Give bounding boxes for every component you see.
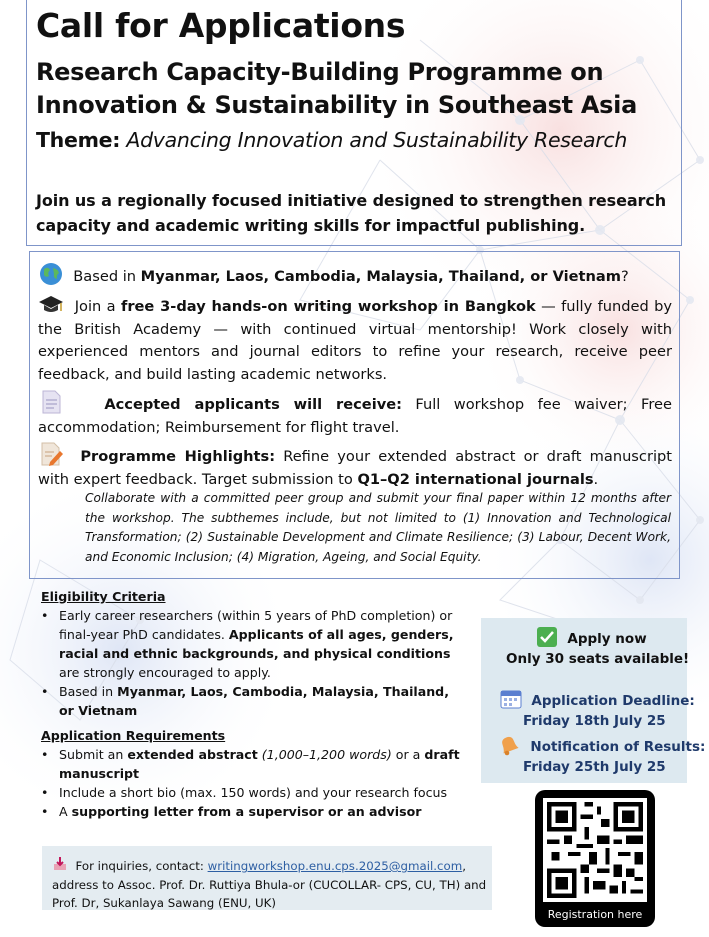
contact-email-link[interactable]: writingworkshop.enu.cps.2025@gmail.com — [207, 859, 463, 873]
theme-text: Advancing Innovation and Sustainability Research — [126, 128, 628, 152]
globe-icon — [38, 262, 64, 286]
workshop-paragraph — [38, 294, 672, 386]
eligibility-item-2-text: Based in — [59, 684, 118, 699]
requirements-item-1-italic: (1,000–1,200 words) — [257, 747, 392, 762]
bell-icon — [497, 734, 521, 756]
notification-label-line — [497, 734, 705, 756]
checkmark-icon — [536, 626, 558, 648]
based-in-countries: Myanmar, Laos, Cambodia, Malaysia, Thailand, or Vietnam — [140, 268, 621, 285]
edit-document-icon — [38, 442, 64, 466]
notification-label: Notification of Results: — [530, 739, 706, 755]
deadline-date: Friday 18th July 25 — [523, 713, 666, 729]
apply-now[interactable] — [536, 626, 647, 648]
graduation-cap-icon — [38, 294, 64, 316]
requirements-title: Application Requirements — [41, 728, 226, 743]
notification-date: Friday 25th July 25 — [523, 759, 666, 775]
accepted-text: Full workshop fee waiver; Free accommodation; Reimbursement for flight travel. — [38, 396, 672, 436]
requirements-item — [41, 783, 471, 802]
programme-title-line-2: Innovation & Sustainability in Southeast Asia — [36, 91, 637, 119]
requirements-item-2-text: Include a short bio (max. 150 words) and your research focus — [59, 785, 448, 800]
contact-prefix: For inquiries, contact: — [75, 859, 208, 873]
qr-label: Registration here — [547, 908, 643, 921]
eligibility-item-2-bold: Myanmar, Laos, Cambodia, Malaysia, Thailand, or Vietnam — [59, 684, 449, 718]
apply-now-label: Apply now — [567, 631, 647, 647]
deadline-label-line — [500, 689, 695, 709]
eligibility-item-1-bold: Applicants of all ages, genders, racial and ethnic backgrounds, and physical conditions — [59, 627, 454, 661]
qr-code-icon — [543, 798, 647, 902]
deadline-label: Application Deadline: — [531, 693, 695, 709]
registration-qr[interactable] — [535, 790, 655, 927]
based-in-suffix: ? — [620, 268, 629, 285]
highlights-label: Programme Highlights: — [80, 448, 276, 465]
programme-title — [36, 56, 637, 122]
highlights-paragraph — [38, 442, 672, 491]
requirements-item-1-mid: or a — [391, 747, 425, 762]
requirements-item-3-text: A — [59, 804, 72, 819]
workshop-prefix: Join a — [74, 298, 121, 315]
based-in-line — [38, 262, 672, 289]
qr-code — [543, 798, 647, 902]
contact-address: , address to Assoc. Prof. Dr. Ruttiya Bhula-or (CUCOLLAR- CPS, CU, TH) and Prof. Dr, Sukanlaya Sawang (ENU, UK) — [52, 859, 487, 910]
eligibility-item — [41, 606, 461, 682]
subthemes-note: Collaborate with a committed peer group and submit your final paper within 12 months after the workshop. The subthemes include, but not limited to (1) Innovation and Technological Transformation; (2) Sustainable Development and Climate Resilience; (3) Labour, Decent Work, and Economic Inclusion; (4) Migration, Ageing, and Social Equity. — [85, 491, 671, 564]
workshop-text: — fully funded by the British Academy — with continued virtual mentorship! Work closely with experienced mentors and journal editors to refine your research, receive peer feedback, and build lasting academic networks. — [38, 298, 673, 383]
inbox-arrow-icon — [52, 856, 68, 872]
eligibility-title: Eligibility Criteria — [41, 589, 166, 604]
requirements-section — [41, 726, 471, 821]
seats-available: Only 30 seats available! — [506, 651, 690, 667]
highlights-end: . — [593, 470, 599, 488]
theme-line — [36, 128, 627, 152]
requirements-item — [41, 745, 471, 783]
programme-title-line-1: Research Capacity-Building Programme on — [36, 58, 604, 86]
accepted-label: Accepted applicants will receive: — [104, 396, 402, 413]
accepted-paragraph — [38, 390, 672, 439]
intro-text: Join us a regionally focused initiative designed to strengthen research capacity and academic writing skills for impactful publishing. — [36, 191, 667, 235]
contact-text — [52, 856, 488, 913]
requirements-item-1-bold: extended abstract — [127, 747, 258, 762]
eligibility-item-1-end: are strongly encouraged to apply. — [59, 665, 271, 680]
workshop-bold: free 3-day hands-on writing workshop in Bangkok — [120, 298, 536, 315]
requirements-item — [41, 802, 471, 821]
document-icon — [38, 390, 64, 414]
highlights-text: Refine your extended abstract or draft manuscript with expert feedback. Target submission to — [38, 448, 672, 488]
highlights-journals: Q1–Q2 international journals — [357, 470, 594, 488]
theme-label: Theme: — [36, 128, 121, 152]
based-in-prefix: Based in — [73, 268, 141, 285]
eligibility-item-1-text: Early career researchers (within 5 years of PhD completion) or final-year PhD candidates. — [59, 608, 453, 642]
page-title: Call for Applications — [36, 6, 406, 45]
requirements-item-1-bold2: draft manuscript — [59, 747, 460, 781]
requirements-item-1-text: Submit an — [59, 747, 128, 762]
calendar-icon — [500, 689, 522, 709]
eligibility-item — [41, 682, 461, 720]
eligibility-section — [41, 587, 461, 720]
requirements-item-3-bold: supporting letter from a supervisor or an advisor — [71, 804, 422, 819]
